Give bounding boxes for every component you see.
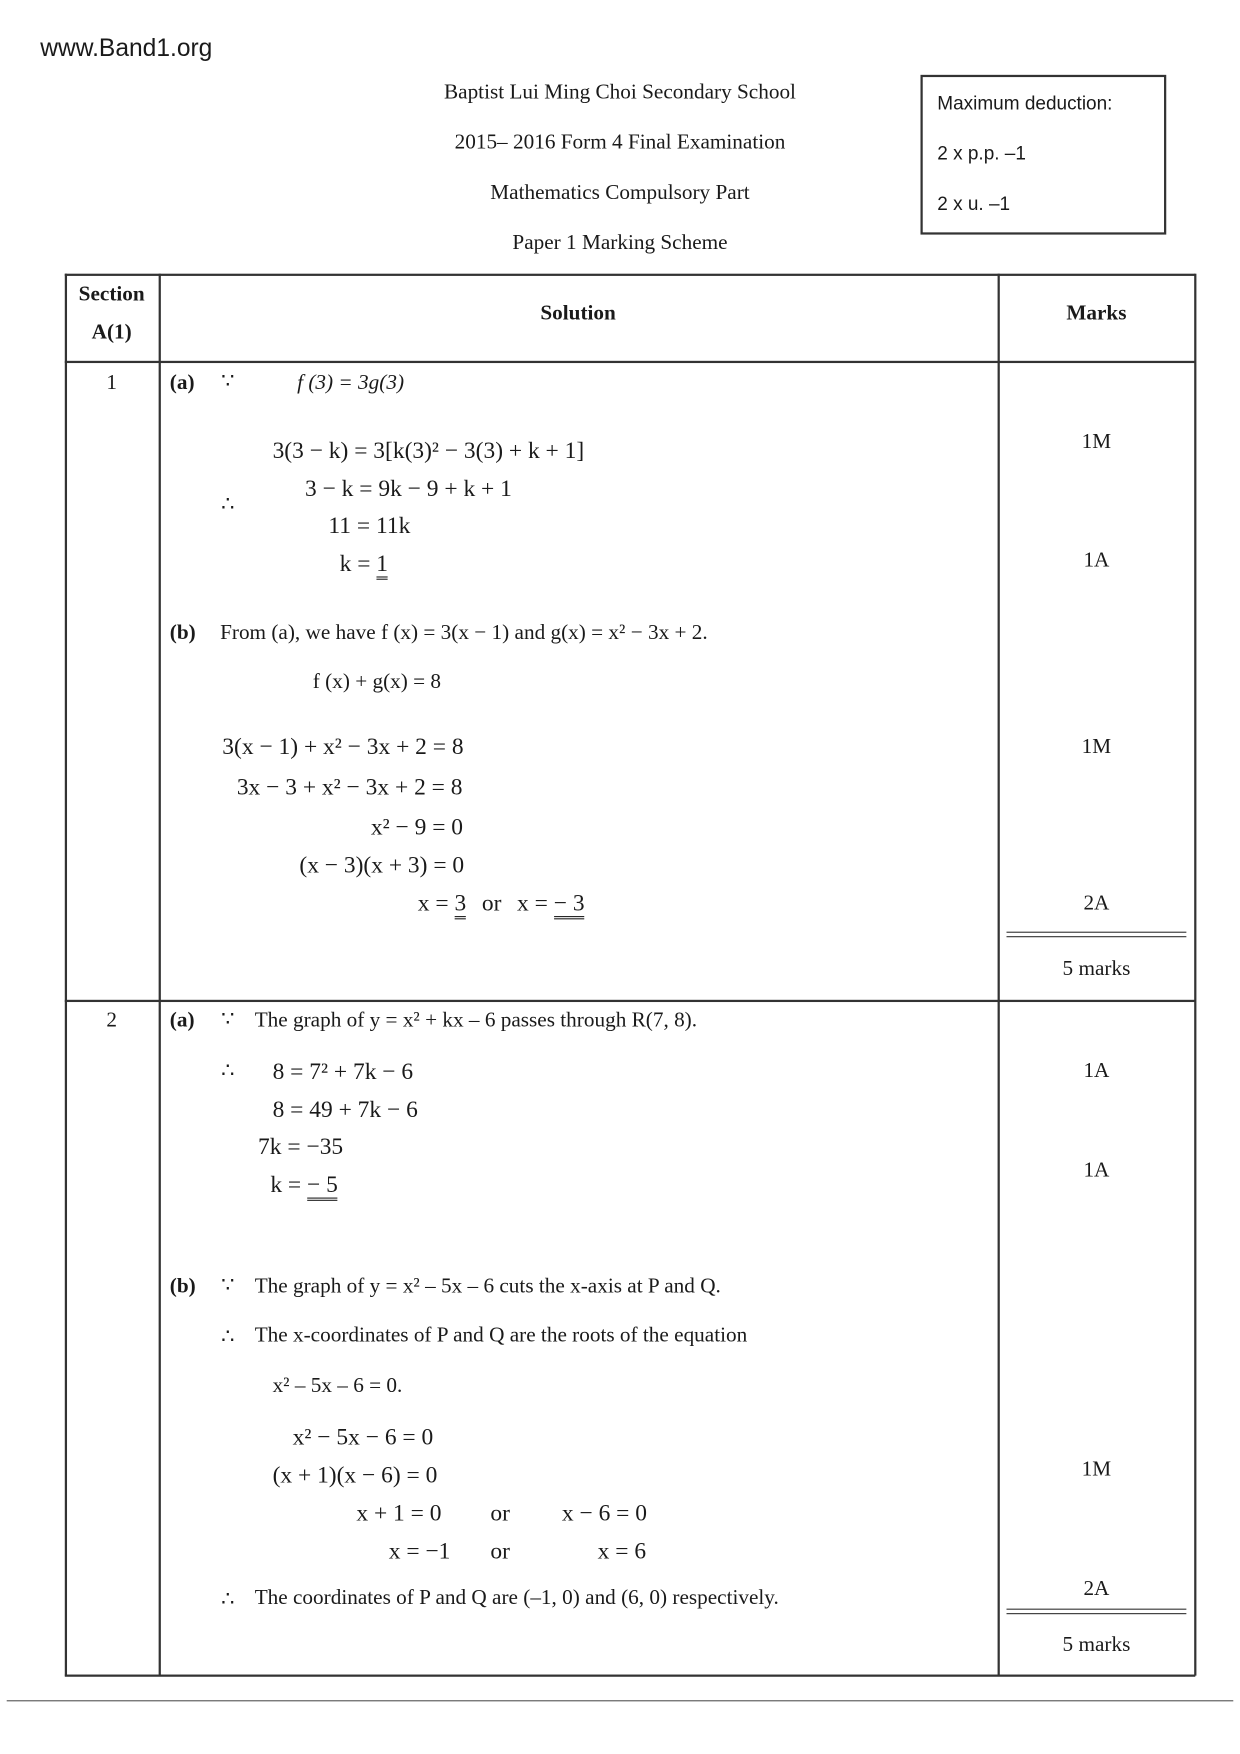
or-text: or bbox=[481, 889, 502, 917]
mark: 1M bbox=[1081, 735, 1112, 759]
answer-lhs: k = bbox=[339, 549, 377, 577]
deduction-box bbox=[920, 75, 1166, 235]
site-url[interactable]: www.Band1.org bbox=[40, 33, 213, 62]
part-label: (b) bbox=[169, 1274, 196, 1299]
mark: 2A bbox=[1083, 891, 1110, 915]
because-symbol: ∵ bbox=[221, 1273, 235, 1297]
equation: (x − 3)(x + 3) = 0 bbox=[299, 851, 465, 879]
equation: f (3) = 3g(3) bbox=[297, 370, 405, 395]
equation: f (x) + g(x) = 8 bbox=[312, 670, 442, 694]
answer-value: 3 bbox=[454, 889, 466, 919]
therefore-symbol: ∴ bbox=[221, 492, 235, 517]
or-text: or bbox=[490, 1537, 510, 1564]
question-number: 1 bbox=[106, 370, 118, 395]
mark: 1A bbox=[1083, 1158, 1110, 1182]
question-number: 2 bbox=[106, 1008, 118, 1033]
equation: 7k = −35 bbox=[258, 1132, 344, 1160]
mark: 2A bbox=[1083, 1577, 1110, 1601]
part-label: (a) bbox=[169, 370, 195, 395]
equation: x = 6 bbox=[597, 1537, 647, 1564]
because-symbol: ∵ bbox=[221, 1007, 235, 1032]
or-text: or bbox=[490, 1499, 510, 1526]
exam-title: 2015– 2016 Form 4 Final Examination bbox=[454, 130, 786, 155]
deduction-title: Maximum deduction: bbox=[937, 92, 1113, 114]
equation: 3(x − 1) + x² − 3x + 2 = 8 bbox=[222, 732, 464, 760]
total-marks: 5 marks bbox=[1062, 957, 1131, 981]
equation: (x + 1)(x − 6) = 0 bbox=[272, 1461, 438, 1488]
answer-line bbox=[270, 1171, 338, 1199]
therefore-symbol: ∴ bbox=[221, 1324, 235, 1349]
equation: 11 = 11k bbox=[328, 511, 411, 539]
mark: 1M bbox=[1081, 1457, 1112, 1482]
equation: 8 = 7² + 7k − 6 bbox=[272, 1057, 414, 1085]
equation: 3(3 − k) = 3[k(3)² − 3(3) + k + 1] bbox=[272, 436, 585, 464]
paper-title: Paper 1 Marking Scheme bbox=[512, 231, 728, 255]
school-name: Baptist Lui Ming Choi Secondary School bbox=[443, 80, 796, 104]
answer-value: − 5 bbox=[307, 1171, 338, 1201]
equation: 8 = 49 + 7k − 6 bbox=[272, 1095, 418, 1123]
header-solution: Solution bbox=[540, 301, 616, 326]
deduction-pp: 2 x p.p. –1 bbox=[937, 142, 1026, 165]
statement: From (a), we have f (x) = 3(x − 1) and g(x) = x² − 3x + 2. bbox=[220, 621, 708, 645]
answer-line bbox=[340, 550, 388, 578]
statement: The graph of y = x² + kx – 6 passes through R(7, 8). bbox=[254, 1008, 698, 1033]
equation: x = −1 bbox=[388, 1537, 451, 1564]
mark: 1A bbox=[1083, 1059, 1110, 1083]
statement: The coordinates of P and Q are (–1, 0) and (6, 0) respectively. bbox=[254, 1586, 779, 1610]
footer-divider bbox=[7, 1700, 1234, 1701]
header-marks: Marks bbox=[1066, 301, 1127, 326]
answer-line bbox=[418, 889, 585, 917]
deduction-u: 2 x u. –1 bbox=[937, 193, 1011, 215]
answer-value: 1 bbox=[376, 550, 388, 580]
answer-value: − 3 bbox=[554, 889, 585, 919]
equation: 3x − 3 + x² − 3x + 2 = 8 bbox=[236, 773, 463, 800]
equation: x² – 5x – 6 = 0. bbox=[272, 1374, 403, 1398]
statement: The graph of y = x² – 5x – 6 cuts the x-axis at P and Q. bbox=[254, 1274, 721, 1299]
answer-lhs: x = bbox=[417, 889, 455, 917]
subject-title: Mathematics Compulsory Part bbox=[490, 180, 750, 205]
because-symbol: ∵ bbox=[221, 369, 235, 394]
answer-lhs: k = bbox=[270, 1170, 308, 1198]
therefore-symbol: ∴ bbox=[221, 1587, 235, 1611]
therefore-symbol: ∴ bbox=[221, 1059, 235, 1083]
total-marks: 5 marks bbox=[1062, 1633, 1131, 1657]
mark: 1A bbox=[1083, 548, 1110, 572]
equation: x² − 5x − 6 = 0 bbox=[292, 1423, 434, 1450]
header-section: Section bbox=[78, 282, 145, 307]
statement: The x-coordinates of P and Q are the roots of the equation bbox=[254, 1323, 748, 1348]
equation: x − 6 = 0 bbox=[561, 1499, 648, 1526]
header-section-id: A(1) bbox=[91, 320, 132, 345]
part-label: (b) bbox=[169, 621, 196, 645]
mark: 1M bbox=[1081, 430, 1112, 454]
equation: x + 1 = 0 bbox=[356, 1499, 442, 1526]
answer-lhs: x = bbox=[517, 889, 554, 917]
equation: x² − 9 = 0 bbox=[370, 813, 464, 841]
equation: 3 − k = 9k − 9 + k + 1 bbox=[304, 474, 512, 502]
part-label: (a) bbox=[169, 1008, 195, 1033]
